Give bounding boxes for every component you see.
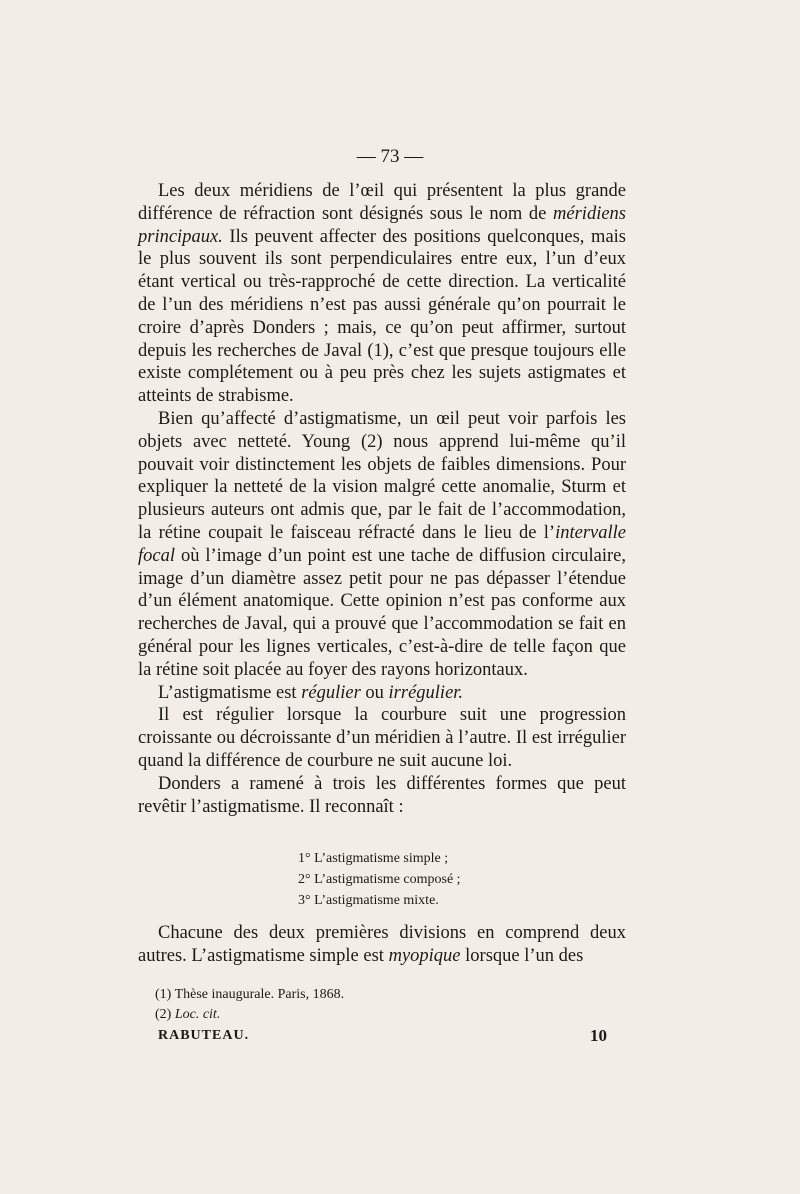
list-item: 1° L’astigmatisme simple ; bbox=[298, 851, 449, 866]
text-run: lorsque l’un des bbox=[460, 946, 584, 966]
closing-paragraph bbox=[138, 922, 626, 968]
list-item: 2° L’astigmatisme composé ; bbox=[298, 872, 461, 887]
italic-text: irrégulier. bbox=[388, 682, 464, 703]
forms-list bbox=[298, 848, 461, 911]
text-run: Les deux méridiens de l’œil qui présentent la plus grande différence de réfraction sont désignés sous le nom de bbox=[138, 181, 626, 224]
footnote bbox=[155, 1005, 344, 1025]
text-run: Donders a ramené à trois les différentes formes que peut revêtir l’astigmatisme. Il reconnaît : bbox=[138, 773, 626, 817]
page-number: — 73 — bbox=[356, 146, 424, 167]
footnote-marker: (2) bbox=[155, 1007, 172, 1022]
footnotes bbox=[155, 985, 344, 1025]
text-run: Chacune des deux premières divisions en comprend deux autres. L’astigmatisme simple est bbox=[138, 923, 626, 966]
footnote bbox=[155, 985, 344, 1005]
text-run: où l’image d’un point est une tache de diffusion circulaire, image d’un diamètre assez petit pour ne pas dépasser l’étendue d’un élément anatomique. Cette opinion n’est pas conforme aux recherches de Javal, qui a prouvé que l’accommodation se fait en général pour les lignes verticales, c’est-à-dire de telle façon que la rétine soit placée au foyer des rayons horizontaux. bbox=[138, 545, 626, 680]
footnote-marker: (1) bbox=[155, 987, 172, 1002]
text-run: Bien qu’affecté d’astigmatisme, un œil peut voir parfois les objets avec netteté. Young (2) nous apprend lui-même qu’il pouvait voir distinctement les objets de faibles dimensions. Pour expliquer la netteté de la vision malgré cette anomalie, Sturm et plusieurs auteurs ont admis que, par le fait de l’accommodation, la rétine coupait le faisceau réfracté dans le lieu de l’ bbox=[138, 408, 626, 543]
footnote-text: Loc. cit. bbox=[174, 1007, 221, 1022]
signature-mark: RABUTEAU. bbox=[158, 1028, 250, 1043]
italic-text: régulier bbox=[301, 682, 361, 703]
text-run: ou bbox=[360, 682, 389, 703]
paragraph bbox=[138, 408, 626, 682]
paragraph bbox=[138, 682, 626, 705]
paragraph bbox=[138, 180, 626, 408]
body-text bbox=[138, 180, 626, 818]
footnote-text: Thèse inaugurale. Paris, 1868. bbox=[174, 987, 345, 1002]
italic-text: myopique bbox=[388, 946, 461, 966]
italic-text: méridiens principaux. bbox=[138, 203, 626, 247]
sheet-number: 10 bbox=[590, 1026, 607, 1045]
paragraph bbox=[138, 773, 626, 819]
text-run: Il est régulier lorsque la courbure suit une progression croissante ou décroissante d’un méridien à l’autre. Il est irrégulier quand la différence de courbure ne suit aucune loi. bbox=[138, 705, 626, 771]
text-run: L’astigmatisme est bbox=[158, 682, 302, 703]
text-run: Ils peuvent affecter des positions quelconques, mais le plus souvent ils sont perpendiculaires entre eux, l’un d’eux étant vertical ou très-rapproché de cette direction. La verticalité de l’un des méridiens n’est pas aussi générale qu’on pourrait le croire d’après Donders ; mais, ce qu’on peut affirmer, surtout depuis les recherches de Javal (1), c’est que presque toujours elle existe complétement ou à peu près chez les sujets astigmates et atteints de strabisme. bbox=[138, 226, 626, 407]
paragraph bbox=[138, 922, 626, 968]
paragraph bbox=[138, 704, 626, 772]
list-item: 3° L’astigmatisme mixte. bbox=[298, 893, 439, 908]
italic-text: intervalle focal bbox=[138, 522, 626, 566]
